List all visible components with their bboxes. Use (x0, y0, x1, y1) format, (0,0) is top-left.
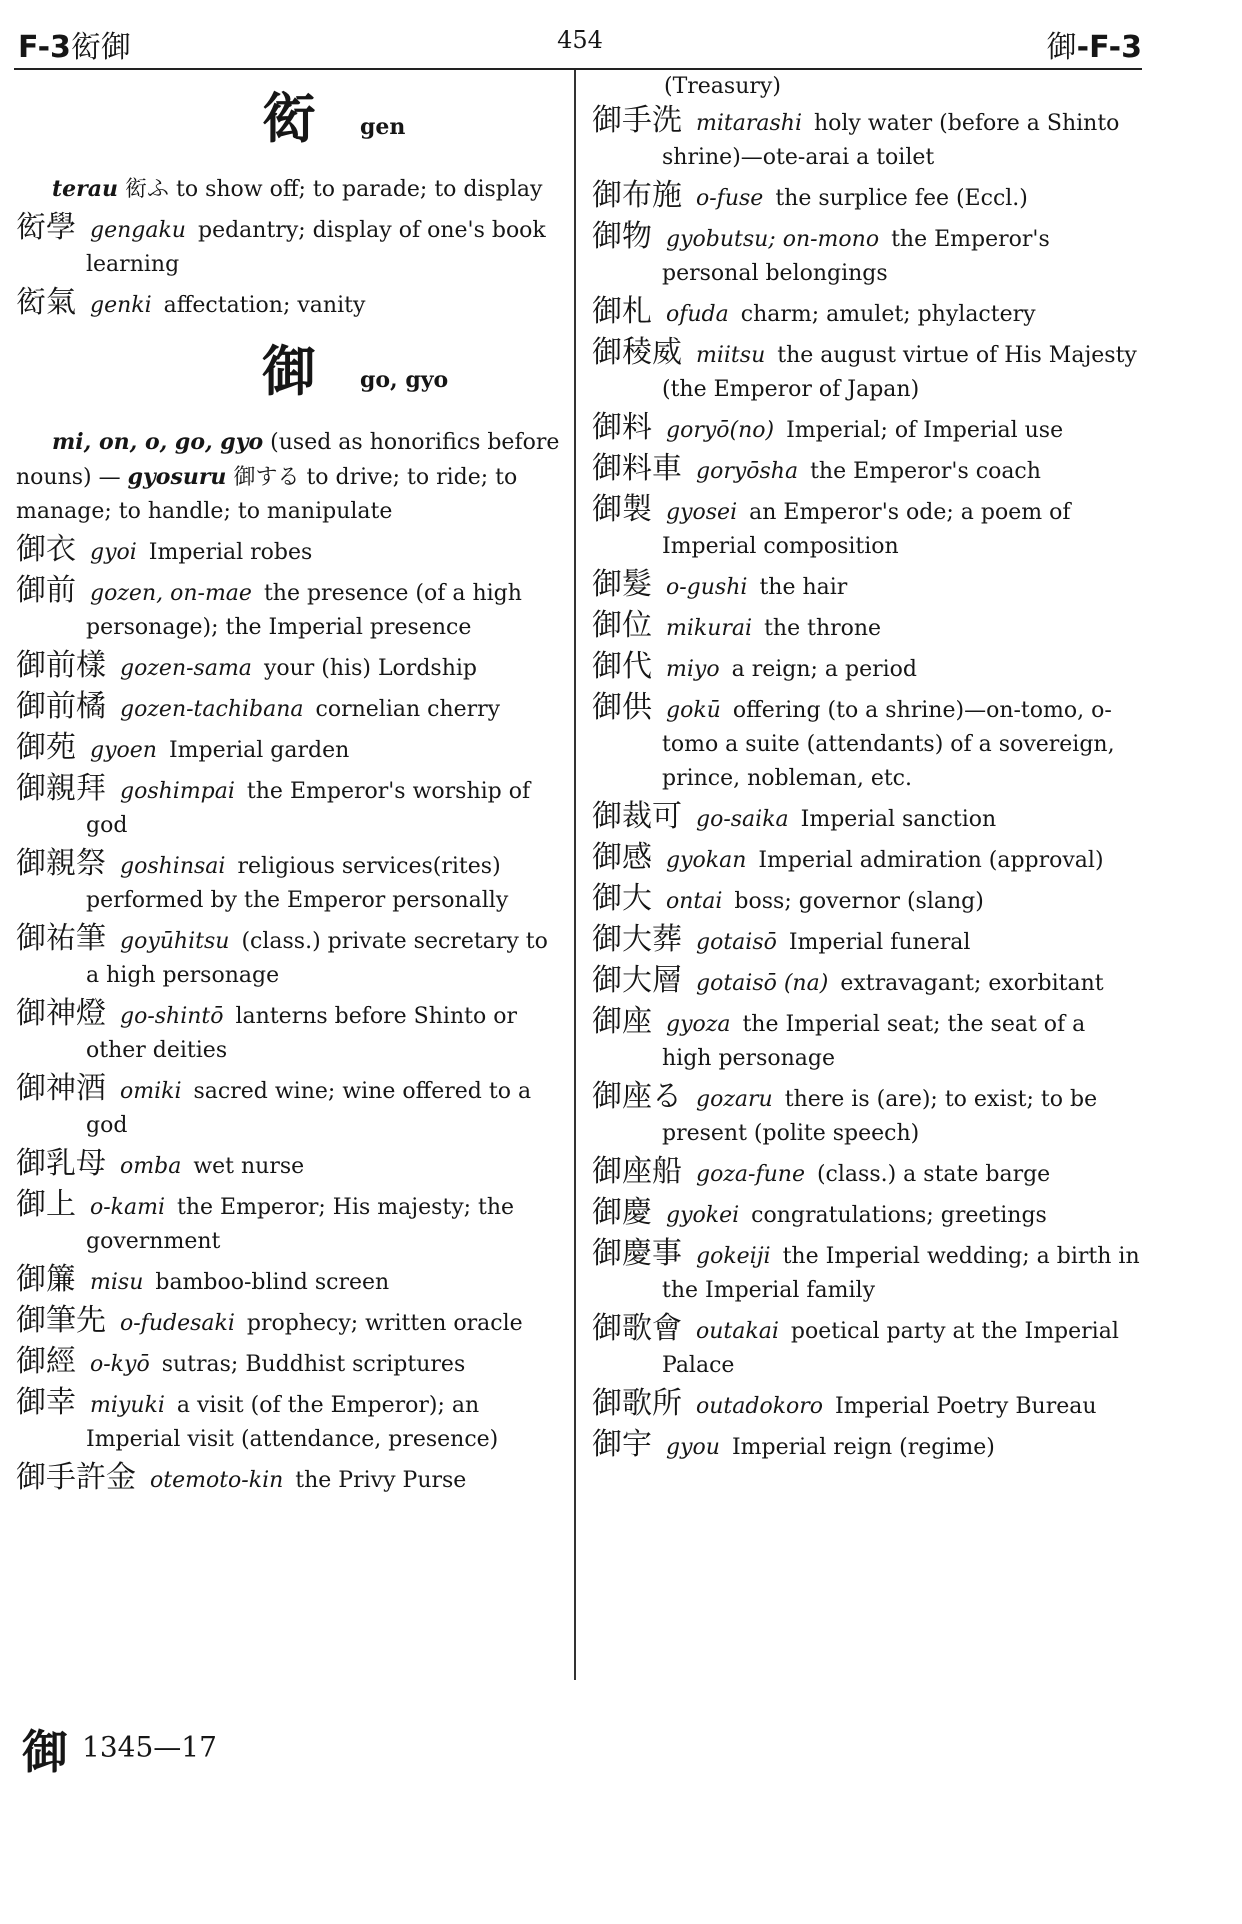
dictionary-entry (592, 609, 1140, 646)
dictionary-entry (16, 1072, 560, 1143)
entry-romaji: o-kami (90, 1195, 166, 1220)
entry-definition: offering (to a shrine)—on-tomo, o-tomo a suite (attendants) of a sovereign, prince, nobleman, etc. (662, 698, 1115, 791)
dictionary-entry (592, 650, 1140, 687)
entry-kanji: 御位 (592, 608, 652, 643)
entry-kanji: 御神酒 (16, 1071, 106, 1106)
entry-kanji: 御慶 (592, 1195, 652, 1230)
entry-definition: Imperial robes (148, 540, 313, 565)
entry-definition: an Emperor's ode; a poem of Imperial composition (662, 500, 1071, 559)
entry-definition: holy water (before a Shinto shrine)—ote-arai a toilet (662, 111, 1120, 170)
entry-romaji: goryō(no) (666, 418, 775, 443)
dictionary-entry (16, 1304, 560, 1341)
entry-romaji: goryōsha (696, 459, 799, 484)
entry-kanji: 御經 (16, 1344, 76, 1379)
entry-kanji: 御座る (592, 1079, 682, 1114)
entry-definition: boss; governor (slang) (734, 889, 984, 914)
dictionary-entry (592, 452, 1140, 489)
entry-kanji: 御簾 (16, 1262, 76, 1297)
entry-kanji: 御幸 (16, 1385, 76, 1420)
entry-definition: prophecy; written oracle (246, 1311, 523, 1336)
entry-definition: congratulations; greetings (751, 1203, 1047, 1228)
entry-definition: the Emperor's personal belongings (662, 227, 1050, 286)
entry-romaji: gotaisō (696, 930, 777, 955)
dictionary-entry (16, 772, 560, 843)
entry-romaji: omiki (120, 1079, 182, 1104)
entry-romaji: miyuki (90, 1393, 165, 1418)
entry-romaji: goza-fune (696, 1162, 805, 1187)
entry-romaji: gyosei (666, 500, 738, 525)
right-column (592, 70, 1140, 1469)
entry-definition: cornelian cherry (315, 697, 501, 722)
heading-gen (16, 76, 560, 172)
entry-kanji: 御親祭 (16, 846, 106, 881)
entry-romaji: outakai (696, 1319, 779, 1344)
dictionary-entry (592, 691, 1140, 796)
entry-kanji: 御座 (592, 1004, 652, 1039)
entry-kanji: 御物 (592, 219, 652, 254)
entry-kanji: 御前橘 (16, 689, 106, 724)
dictionary-entry (16, 731, 560, 768)
entry-romaji: goshimpai (120, 779, 235, 804)
heading-kanji: 御 (262, 340, 316, 403)
entry-definition: extravagant; exorbitant (840, 971, 1104, 996)
dictionary-entry (592, 1196, 1140, 1233)
entry-romaji: gyou (666, 1435, 720, 1460)
footer-kanji: 御 (22, 1725, 68, 1779)
entries-gen (16, 211, 560, 323)
entry-romaji: o-gushi (666, 575, 748, 600)
dictionary-entry (16, 1345, 560, 1382)
header-right: 御-F-3 (1046, 30, 1142, 65)
entry-definition: charm; amulet; phylactery (740, 302, 1036, 327)
entry-romaji: gozaru (696, 1087, 773, 1112)
dictionary-entry (592, 1428, 1140, 1465)
dictionary-entry (592, 841, 1140, 878)
entry-kanji: 御前樣 (16, 648, 106, 683)
entry-kanji: 衒氣 (16, 285, 76, 320)
entry-kanji: 御稜威 (592, 335, 682, 370)
intro-go (16, 425, 560, 529)
entry-kanji: 御裁可 (592, 799, 682, 834)
entry-romaji: mikurai (666, 616, 753, 641)
entry-romaji: gengaku (90, 218, 186, 243)
entry-definition: a visit (of the Emperor); an Imperial visit (attendance, presence) (86, 1393, 499, 1452)
entry-kanji: 御慶事 (592, 1236, 682, 1271)
dictionary-entry (16, 211, 560, 282)
entry-definition: your (his) Lordship (263, 656, 477, 681)
entry-definition: the Emperor's coach (810, 459, 1041, 484)
entry-definition: the hair (759, 575, 848, 600)
entry-definition: a reign; a period (731, 657, 918, 682)
dictionary-entry (592, 882, 1140, 919)
intro-text2: to drive; to ride; to manage; to handle; to manipulate (16, 465, 518, 524)
entry-definition: the Emperor's worship of god (86, 779, 531, 838)
entry-definition: wet nurse (193, 1154, 305, 1179)
entry-kanji: 御筆先 (16, 1303, 106, 1338)
entry-kanji: 御歌所 (592, 1386, 682, 1421)
entry-romaji: o-fudesaki (120, 1311, 235, 1336)
entry-definition: the presence (of a high personage); the Imperial presence (86, 581, 522, 640)
footer-code: 1345—17 (82, 1730, 217, 1764)
entry-definition: Imperial reign (regime) (731, 1435, 995, 1460)
entry-kanji: 御大層 (592, 963, 682, 998)
dictionary-entry (16, 690, 560, 727)
intro-gen (16, 172, 560, 207)
entry-definition: lanterns before Shinto or other deities (86, 1004, 517, 1063)
dictionary-entry (16, 1188, 560, 1259)
entry-kanji: 御料車 (592, 451, 682, 486)
entry-kanji: 御製 (592, 492, 652, 527)
entry-kanji: 御親拜 (16, 771, 106, 806)
entry-romaji: ofuda (666, 302, 729, 327)
header-left-code: F-3 (18, 30, 71, 65)
dictionary-entry (16, 286, 560, 323)
dictionary-entry (592, 1387, 1140, 1424)
dictionary-entry (592, 923, 1140, 960)
intro-kana: 御する (233, 465, 300, 490)
entry-kanji: 御料 (592, 410, 652, 445)
entry-romaji: otemoto-kin (150, 1468, 284, 1493)
entry-kanji: 御神燈 (16, 996, 106, 1031)
intro-kana: 衒ふ (125, 177, 170, 202)
intro-rom: terau (52, 176, 118, 202)
entry-definition: the throne (764, 616, 882, 641)
entry-kanji: 御髮 (592, 567, 652, 602)
dictionary-entry (16, 649, 560, 686)
entry-romaji: go-shintō (120, 1004, 224, 1029)
entry-definition: the Emperor; His majesty; the government (86, 1195, 515, 1254)
dictionary-entry (592, 1080, 1140, 1151)
entry-romaji: mitarashi (696, 111, 802, 136)
entry-kanji: 御手許金 (16, 1460, 136, 1495)
entry-romaji: gyoi (90, 540, 137, 565)
entry-definition: pedantry; display of one's book learning (86, 218, 546, 277)
dictionary-entry (592, 800, 1140, 837)
entries-go-left (16, 533, 560, 1498)
dictionary-entry (592, 336, 1140, 407)
entry-definition: sacred wine; wine offered to a god (86, 1079, 532, 1138)
header-left-kanji: 衒御 (70, 30, 131, 65)
dictionary-entry (16, 1263, 560, 1300)
intro-text1: (used as honorifics before nouns) — (16, 430, 560, 490)
entry-romaji: gyokan (666, 848, 747, 873)
entry-kanji: 御大葬 (592, 922, 682, 957)
heading-reading: go, gyo (360, 367, 449, 393)
entry-kanji: 御衣 (16, 532, 76, 567)
dictionary-entry (592, 104, 1140, 175)
entry-kanji: 御祐筆 (16, 921, 106, 956)
dictionary-entry (592, 1155, 1140, 1192)
dictionary-entry (592, 179, 1140, 216)
header-right-code: F-3 (1089, 30, 1142, 65)
dictionary-entry (16, 922, 560, 993)
entry-romaji: gozen-sama (120, 656, 252, 681)
entries-go-right (592, 104, 1140, 1465)
entry-definition: the Imperial seat; the seat of a high personage (662, 1012, 1086, 1071)
entry-kanji: 御苑 (16, 730, 76, 765)
entry-kanji: 御感 (592, 840, 652, 875)
dictionary-entry (16, 1461, 560, 1498)
entry-definition: bamboo-blind screen (155, 1270, 390, 1295)
page-number: 454 (557, 26, 603, 54)
entry-romaji: genki (90, 293, 152, 318)
entry-kanji: 御座船 (592, 1154, 682, 1189)
entry-definition: poetical party at the Imperial Palace (662, 1319, 1119, 1378)
entry-definition: Imperial garden (168, 738, 350, 763)
entry-romaji: misu (90, 1270, 144, 1295)
entry-romaji: ontai (666, 889, 723, 914)
entry-romaji: gyobutsu; on-mono (666, 227, 880, 252)
entry-definition: sutras; Buddhist scriptures (161, 1352, 466, 1377)
heading-reading: gen (360, 114, 406, 140)
intro-text: to show off; to parade; to display (176, 177, 543, 202)
heading-kanji: 衒 (262, 87, 316, 150)
dictionary-entry (592, 964, 1140, 1001)
entry-kanji: 御布施 (592, 178, 682, 213)
entry-definition: affectation; vanity (163, 293, 366, 318)
entry-romaji: gyoen (90, 738, 157, 763)
entry-definition: Imperial; of Imperial use (786, 418, 1064, 443)
header-right-kanji: 御 (1046, 30, 1077, 65)
entry-romaji: gokeiji (696, 1244, 771, 1269)
entry-kanji: 御札 (592, 294, 652, 329)
entry-romaji: gokū (666, 698, 721, 723)
intro-rom: mi, on, o, go, gyo (52, 429, 264, 455)
entry-definition: the Imperial wedding; a birth in the Imperial family (662, 1244, 1140, 1303)
entry-romaji: miitsu (696, 343, 766, 368)
entry-kanji: 御歌會 (592, 1311, 682, 1346)
dictionary-entry (592, 1005, 1140, 1076)
entry-romaji: goyūhitsu (120, 929, 230, 954)
dictionary-entry (16, 847, 560, 918)
entry-kanji: 御前 (16, 573, 76, 608)
entry-romaji: outadokoro (696, 1394, 824, 1419)
dictionary-entry (16, 574, 560, 645)
entry-romaji: omba (120, 1154, 182, 1179)
entry-definition: the Privy Purse (295, 1468, 467, 1493)
dictionary-entry (592, 295, 1140, 332)
entry-definition: Imperial admiration (approval) (758, 848, 1104, 873)
entry-kanji: 御大 (592, 881, 652, 916)
continuation-text: (Treasury) (664, 74, 781, 99)
entry-definition: Imperial sanction (800, 807, 997, 832)
entry-romaji: o-fuse (696, 186, 764, 211)
entry-romaji: goshinsai (120, 854, 226, 879)
left-column (16, 70, 560, 1502)
entry-definition: (class.) a state barge (816, 1162, 1051, 1187)
entry-definition: the surplice fee (Eccl.) (775, 186, 1028, 211)
heading-go (16, 329, 560, 425)
entry-romaji: miyo (666, 657, 720, 682)
entry-definition: Imperial funeral (788, 930, 971, 955)
dictionary-entry (592, 568, 1140, 605)
entry-kanji: 御宇 (592, 1427, 652, 1462)
entry-definition: the august virtue of His Majesty (the Emperor of Japan) (662, 343, 1137, 402)
dictionary-entry (592, 493, 1140, 564)
dictionary-entry (592, 411, 1140, 448)
entry-kanji: 御乳母 (16, 1146, 106, 1181)
entry-definition: (class.) private secretary to a high personage (86, 929, 548, 988)
column-divider (574, 70, 576, 1680)
entry-kanji: 御供 (592, 690, 652, 725)
dictionary-entry (16, 533, 560, 570)
dictionary-entry (592, 1237, 1140, 1308)
entry-definition: religious services(rites) performed by the Emperor personally (86, 854, 509, 913)
entry-definition: Imperial Poetry Bureau (835, 1394, 1097, 1419)
dictionary-entry (592, 1312, 1140, 1383)
dictionary-entry (592, 220, 1140, 291)
entry-definition: there is (are); to exist; to be present (polite speech) (662, 1087, 1098, 1146)
entry-romaji: go-saika (696, 807, 789, 832)
dictionary-entry (16, 1147, 560, 1184)
entry-romaji: gozen-tachibana (120, 697, 304, 722)
entry-romaji: o-kyō (90, 1352, 150, 1377)
page-footer (22, 1716, 217, 1782)
entry-kanji: 御上 (16, 1187, 76, 1222)
dictionary-entry (16, 997, 560, 1068)
entry-kanji: 御代 (592, 649, 652, 684)
entry-kanji: 衒學 (16, 210, 76, 245)
entry-romaji: gotaisō (na) (696, 971, 829, 996)
dictionary-entry (16, 1386, 560, 1457)
entry-romaji: gozen, on-mae (90, 581, 252, 606)
entry-romaji: gyoza (666, 1012, 731, 1037)
entry-romaji: gyokei (666, 1203, 740, 1228)
entry-kanji: 御手洗 (592, 103, 682, 138)
intro-rom2: gyosuru (127, 464, 227, 490)
